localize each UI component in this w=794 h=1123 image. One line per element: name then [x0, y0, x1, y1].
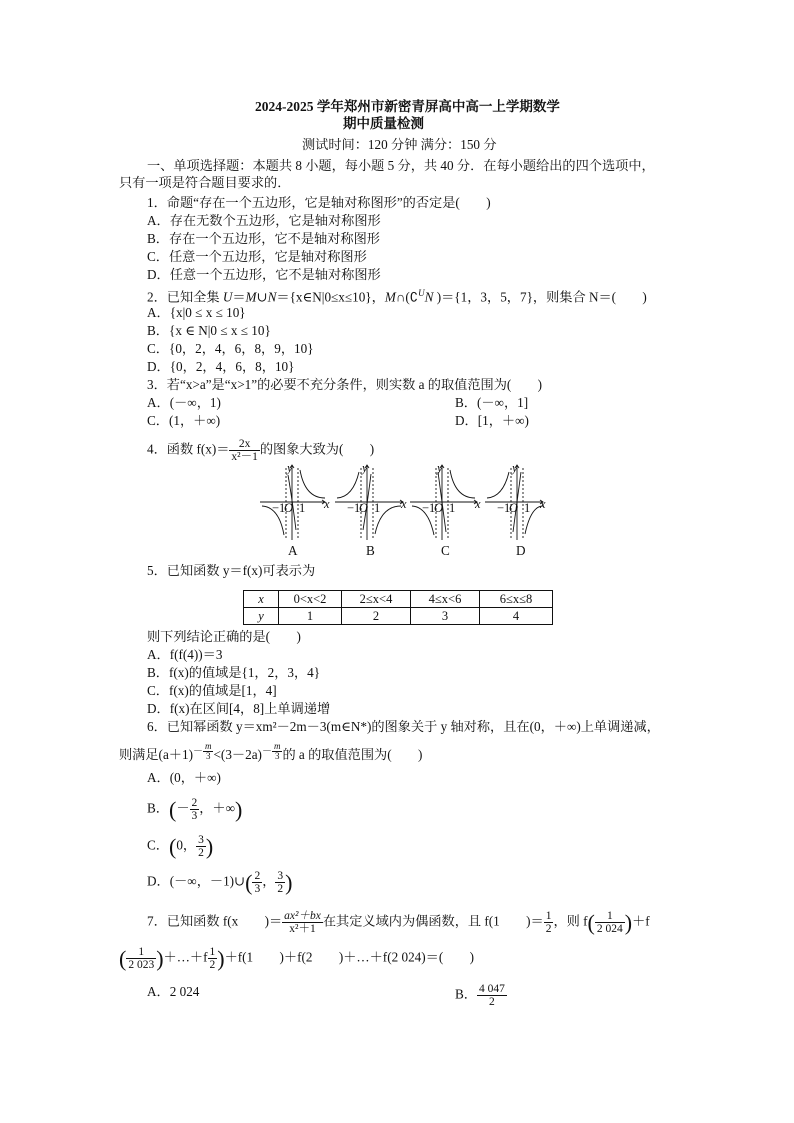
graph-a-y-label: y [287, 461, 293, 475]
q4-label-b: B [366, 543, 375, 558]
graph-c-tick-neg: −1 [422, 501, 436, 515]
q2-stem: 2．已知全集 U＝M∪N＝{x∈N|0≤x≤10}，M∩(∁$^U$N )＝{1，3，5，7}，则集合 N＝( ) [147, 288, 647, 305]
q6-stem-line2: 则满足$(a+1)^{- \frac{m}{3}}$ $<(3-2a)^{- \frac{m}{3}}$ 的 a 的取值范围为( ) [119, 741, 423, 763]
table-cell: 2≤x<4 [342, 591, 411, 608]
graph-a-tick-neg: −1 [272, 501, 286, 515]
q4-label-a: A [288, 543, 298, 558]
q6-option-d: D．(－∞，－1)∪( $\frac{2}{3}$ ， $\frac{3}{2}$ ) [147, 870, 293, 895]
graph-d-tick-pos: 1 [524, 501, 531, 515]
table-row [244, 591, 553, 608]
q2-option-d: D．{0，2，4，6，8，10} [147, 359, 295, 374]
q4-label-c: C [441, 543, 450, 558]
graph-d-tick-neg: −1 [497, 501, 511, 515]
q1-stem: 1．命题“存在一个五边形，它是轴对称图形”的否定是( ) [147, 195, 491, 210]
q6-stem-line1: 6．已知幂函数 y＝xm²－2m－3(m∈N*)的图象关于 y 轴对称，且在(0，＋∞)上单调递减， [147, 719, 660, 734]
q5-stem: 5．已知函数 y＝f(x)可表示为 [147, 563, 316, 578]
page-subtitle: 期中质量检测 [343, 116, 424, 131]
graph-d-tick-o: O [509, 501, 519, 515]
table-cell: 3 [411, 608, 480, 625]
section-intro-line2: 只有一项是符合题目要求的． [119, 175, 291, 190]
graph-c-tick-pos: 1 [449, 501, 456, 515]
graph-b-x-label: x [401, 497, 407, 511]
q2-option-b: B．{x ∈ N|0 ≤ x ≤ 10} [147, 323, 271, 338]
graph-b-y-label: y [362, 461, 368, 475]
graph-d-x-label: x [540, 497, 546, 511]
q5-option-a: A．f(f(4))＝3 [147, 647, 223, 662]
exam-meta: 测试时间：120 分钟 满分：150 分 [302, 137, 497, 152]
table-cell: 6≤x≤8 [480, 591, 553, 608]
q5-option-c: C．f(x)的值域是[1，4] [147, 683, 277, 698]
table-cell: x [244, 591, 279, 608]
q3-option-a: A．(－∞，1) [147, 395, 221, 410]
graph-b-tick-pos: 1 [374, 501, 381, 515]
q7-option-a: A．2 024 [147, 984, 200, 999]
complement-symbol: ∁ [409, 289, 419, 305]
q4-stem: 4．函数 f(x)＝ $\frac{2x}{\text{x²－1}}$ 的图象大致为( ) [147, 438, 375, 463]
graph-a-tick-o: O [284, 501, 294, 515]
table-cell: 1 [279, 608, 342, 625]
q7-stem-line1: 7．已知函数 f(x )＝ $\frac{\text{ax²＋bx}}{\text{x²＋1}}$ 在其定义域内为偶函数，且 f(1 )＝ $\frac{1}{2}$ ，则 f( $\frac{1}{2 024}$ )＋f [147, 910, 650, 935]
q2-option-a: A．{x|0 ≤ x ≤ 10} [147, 305, 246, 320]
q5-option-d: D．f(x)在区间[4，8]上单调递增 [147, 701, 331, 716]
table-cell: 2 [342, 608, 411, 625]
page-title: 2024-2025 学年郑州市新密青屏高中高一上学期数学 [255, 99, 560, 114]
graph-a-tick-pos: 1 [299, 501, 306, 515]
q1-option-c: C．任意一个五边形，它是轴对称图形 [147, 249, 367, 264]
q5-option-b: B．f(x)的值域是{1，2，3，4} [147, 665, 321, 680]
q4-label-d: D [516, 543, 526, 558]
q3-option-c: C．(1，＋∞) [147, 413, 221, 428]
q3-stem: 3．若“x>a”是“x>1”的必要不充分条件，则实数 a 的取值范围为( ) [147, 377, 543, 392]
q5-value-table [243, 590, 553, 625]
q3-option-d: D．[1，＋∞) [455, 413, 529, 428]
graph-b-tick-neg: −1 [347, 501, 361, 515]
graph-c-y-label: y [437, 461, 443, 475]
q6-option-b: B．(－ $\frac{2}{3}$ ，＋∞) [147, 797, 243, 822]
q4-graph-b [335, 465, 403, 540]
q1-option-a: A．存在无数个五边形，它是轴对称图形 [147, 213, 381, 228]
q1-option-b: B．存在一个五边形，它不是轴对称图形 [147, 231, 380, 246]
graph-a-x-label: x [324, 497, 330, 511]
q2-option-c: C．{0，2，4，6，8，9，10} [147, 341, 314, 356]
q7-stem-line2: ( $\frac{1}{2 023}$ )＋…＋f $\frac{1}{2}$ )＋f(1 )＋f(2 )＋…＋f(2 024)＝( ) [119, 946, 474, 971]
table-cell: 4 [480, 608, 553, 625]
table-row [244, 608, 553, 625]
q4-graph-c [410, 465, 477, 540]
table-cell: 4≤x<6 [411, 591, 480, 608]
q3-option-b: B．(－∞，1] [455, 395, 529, 410]
table-cell: y [244, 608, 279, 625]
section-intro-line1: 一、单项选择题：本题共 8 小题，每小题 5 分，共 40 分．在每小题给出的四个选项中， [147, 158, 655, 173]
q6-option-c: C．(0， $\frac{3}{2}$ ) [147, 834, 214, 859]
q1-option-d: D．任意一个五边形，它不是轴对称图形 [147, 267, 381, 282]
graph-c-x-label: x [475, 497, 481, 511]
graph-d-y-label: y [512, 461, 518, 475]
q6-option-a: A．(0，＋∞) [147, 770, 221, 785]
graph-b-tick-o: O [359, 501, 369, 515]
q7-option-b: B． $\frac{4 047}{2}$ [455, 983, 505, 1008]
q5-prompt: 则下列结论正确的是( ) [147, 629, 301, 644]
graph-c-tick-o: O [434, 501, 444, 515]
table-cell: 0<x<2 [279, 591, 342, 608]
